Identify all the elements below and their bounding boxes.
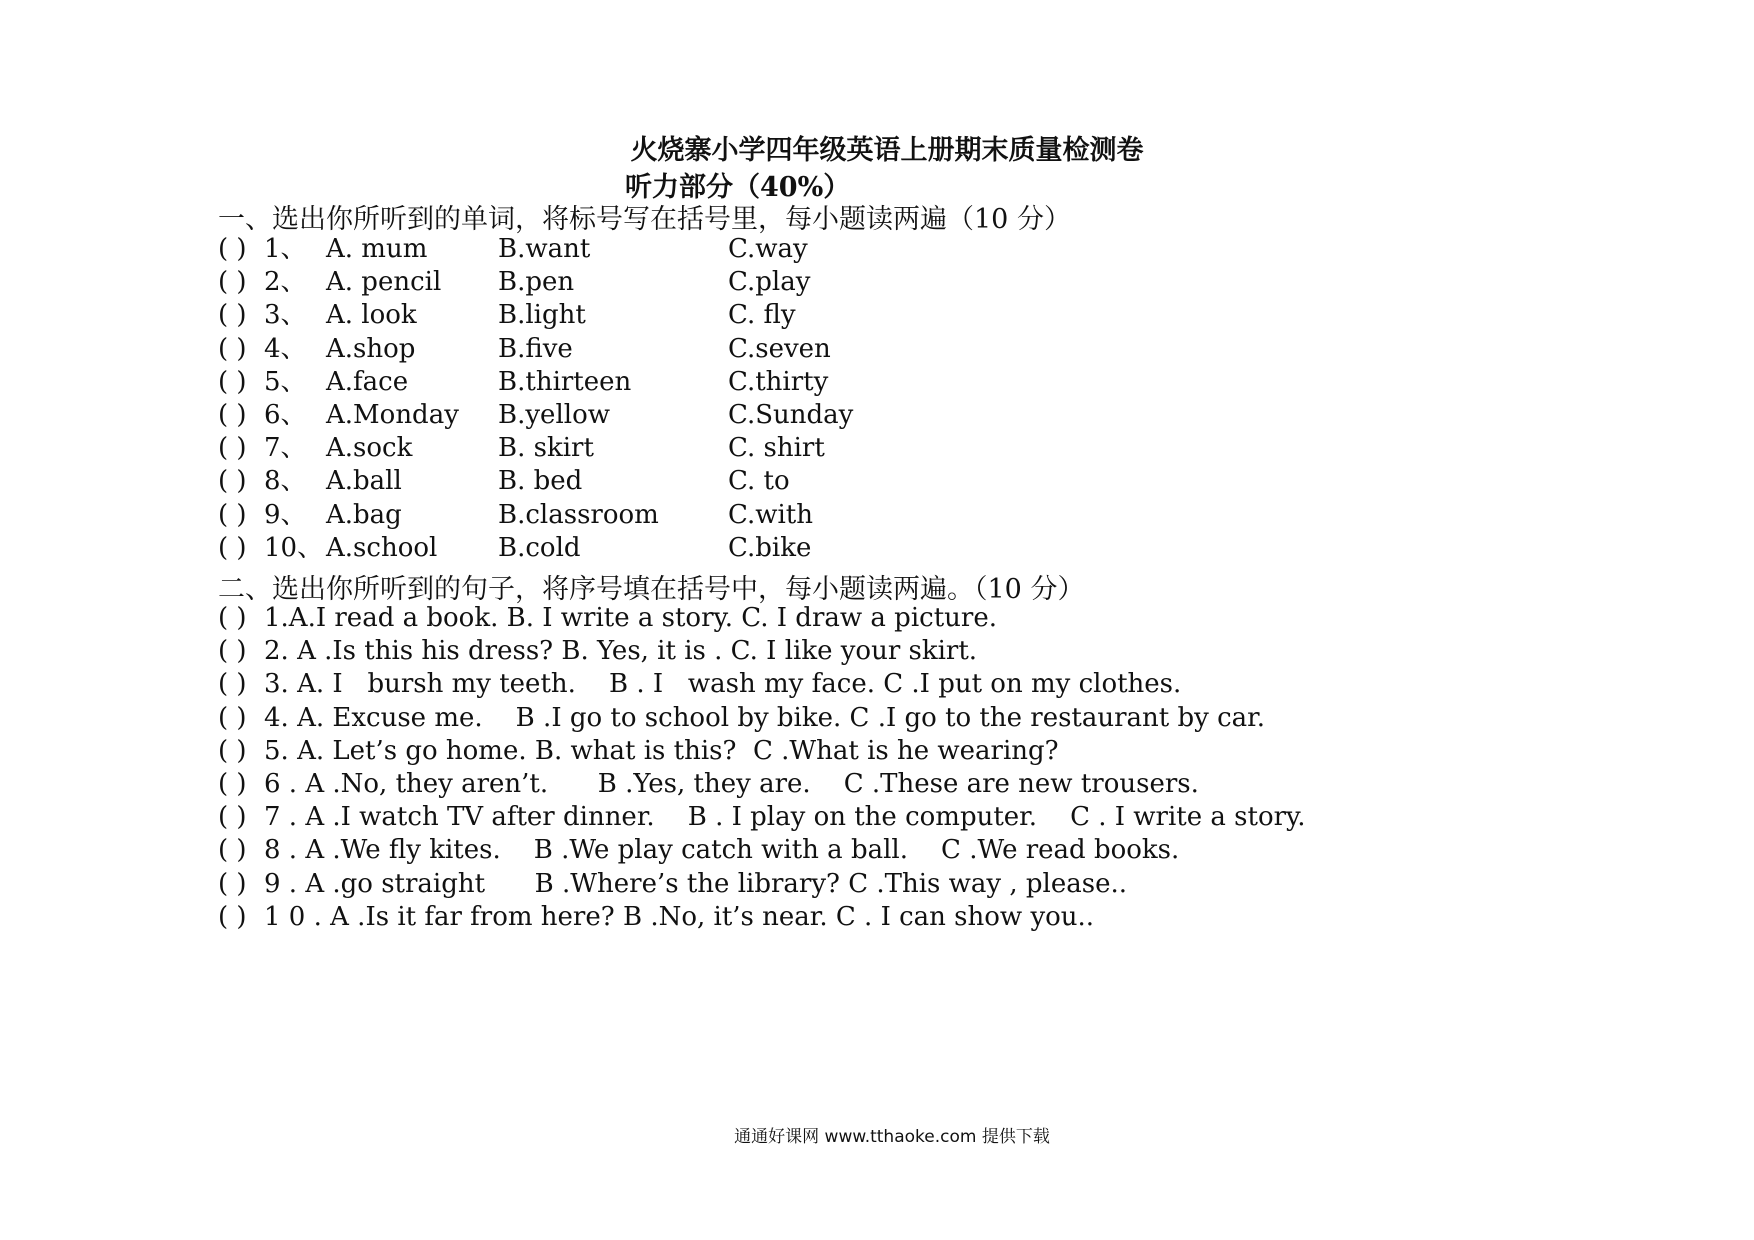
answer-blank[interactable]: ( )	[218, 533, 247, 563]
answer-blank[interactable]: ( )	[218, 334, 247, 364]
sentence-options: 9 . A .go straight B .Where’s the library? C .This way , please..	[264, 869, 1127, 899]
option-b: B.classroom	[498, 500, 659, 530]
question-number: 1、	[264, 234, 307, 264]
option-a: A.shop	[326, 334, 416, 364]
answer-blank[interactable]: ( )	[218, 736, 247, 766]
option-c: C.seven	[728, 334, 831, 364]
sentence-options: 8 . A .We fly kites. B .We play catch with a ball. C .We read books.	[264, 835, 1180, 865]
answer-blank[interactable]: ( )	[218, 636, 247, 666]
sentence-options: 6 . A .No, they aren’t. B .Yes, they are. C .These are new trousers.	[264, 769, 1199, 799]
answer-blank[interactable]: ( )	[218, 802, 247, 832]
sentence-options: 1.A.I read a book. B. I write a story. C. I draw a picture.	[264, 603, 997, 633]
option-c: C.thirty	[728, 367, 829, 397]
sentence-options: 2. A .Is this his dress? B. Yes, it is . C. I like your skirt.	[264, 636, 978, 666]
option-a: A.ball	[326, 466, 402, 496]
answer-blank[interactable]: ( )	[218, 466, 247, 496]
question-number: 2、	[264, 267, 307, 297]
option-c: C.way	[728, 234, 808, 264]
answer-blank[interactable]: ( )	[218, 902, 247, 932]
answer-blank[interactable]: ( )	[218, 234, 247, 264]
question-number: 5、	[264, 367, 307, 397]
sentence-options: 7 . A .I watch TV after dinner. B . I play on the computer. C . I write a story.	[264, 802, 1306, 832]
answer-blank[interactable]: ( )	[218, 300, 247, 330]
option-c: C.with	[728, 500, 813, 530]
question-number: 8、	[264, 466, 307, 496]
option-b: B.pen	[498, 267, 575, 297]
answer-blank[interactable]: ( )	[218, 603, 247, 633]
option-a: A. mum	[326, 234, 428, 264]
option-b: B.yellow	[498, 400, 610, 430]
question-number: 7、	[264, 433, 307, 463]
answer-blank[interactable]: ( )	[218, 835, 247, 865]
question-number: 6、	[264, 400, 307, 430]
option-a: A.sock	[326, 433, 413, 463]
answer-blank[interactable]: ( )	[218, 500, 247, 530]
option-b: B.cold	[498, 533, 581, 563]
option-c: C.Sunday	[728, 400, 854, 430]
footer-source: 通通好课网 www.tthaoke.com 提供下载	[734, 1127, 1050, 1147]
section1-heading: 一、选出你所听到的单词，将标号写在括号里，每小题读两遍（10 分）	[218, 204, 1071, 235]
option-c: C.bike	[728, 533, 812, 563]
answer-blank[interactable]: ( )	[218, 267, 247, 297]
option-b: B.thirteen	[498, 367, 632, 397]
option-b: B.want	[498, 234, 591, 264]
option-c: C. to	[728, 466, 790, 496]
option-a: A. look	[326, 300, 417, 330]
answer-blank[interactable]: ( )	[218, 400, 247, 430]
option-a: A. pencil	[326, 267, 442, 297]
answer-blank[interactable]: ( )	[218, 367, 247, 397]
answer-blank[interactable]: ( )	[218, 869, 247, 899]
section2-heading: 二、选出你所听到的句子，将序号填在括号中，每小题读两遍。（10 分）	[218, 574, 1085, 605]
option-b: B.light	[498, 300, 586, 330]
option-c: C. fly	[728, 300, 796, 330]
option-a: A.bag	[326, 500, 402, 530]
exam-title: 火烧寨小学四年级英语上册期末质量检测卷	[630, 135, 1144, 166]
option-c: C.play	[728, 267, 811, 297]
option-b: B. skirt	[498, 433, 594, 463]
answer-blank[interactable]: ( )	[218, 703, 247, 733]
option-a: A.face	[326, 367, 409, 397]
answer-blank[interactable]: ( )	[218, 433, 247, 463]
option-a: A.school	[326, 533, 438, 563]
question-number: 9、	[264, 500, 307, 530]
sentence-options: 4. A. Excuse me. B .I go to school by bike. C .I go to the restaurant by car.	[264, 703, 1266, 733]
listening-section-title: 听力部分（40%）	[625, 172, 851, 203]
answer-blank[interactable]: ( )	[218, 769, 247, 799]
answer-blank[interactable]: ( )	[218, 669, 247, 699]
option-b: B.five	[498, 334, 573, 364]
question-number: 4、	[264, 334, 307, 364]
sentence-options: 3. A. I bursh my teeth. B . I wash my face. C .I put on my clothes.	[264, 669, 1182, 699]
option-c: C. shirt	[728, 433, 825, 463]
question-number: 3、	[264, 300, 307, 330]
question-number: 10、	[264, 533, 324, 563]
option-b: B. bed	[498, 466, 583, 496]
sentence-options: 1 0 . A .Is it far from here? B .No, it’s near. C . I can show you..	[264, 902, 1095, 932]
sentence-options: 5. A. Let’s go home. B. what is this? C .What is he wearing?	[264, 736, 1059, 766]
option-a: A.Monday	[326, 400, 459, 430]
